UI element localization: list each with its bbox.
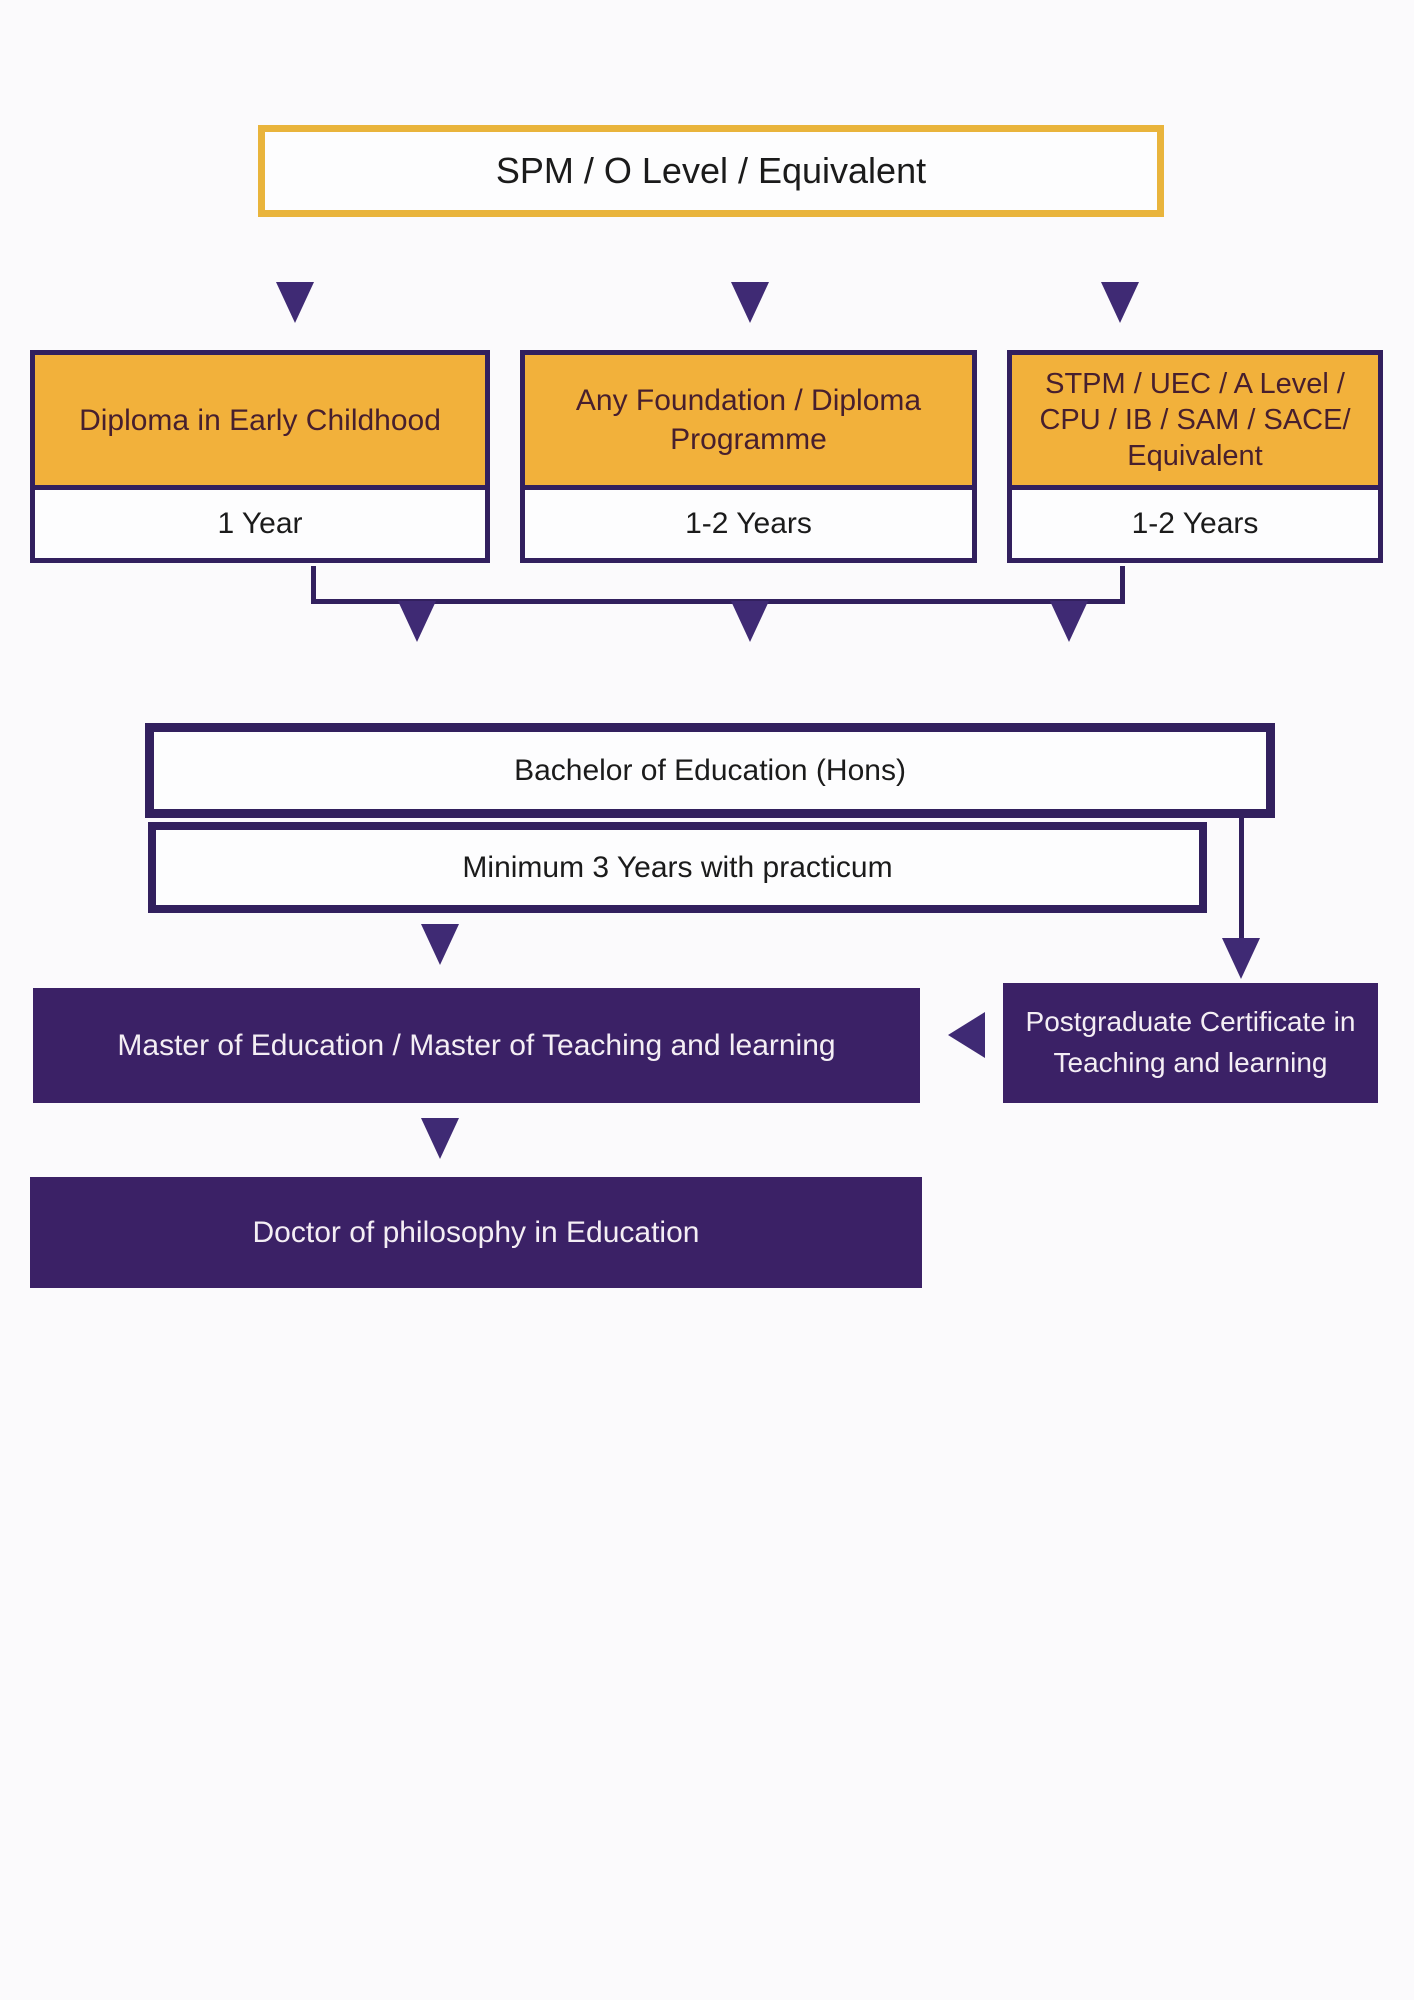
pathway-duration: 1-2 Years: [525, 490, 972, 558]
doctorate-box: [30, 1177, 922, 1288]
left-arrow-icon: [948, 1012, 985, 1058]
pathway-box-stpm-alevel: [1007, 350, 1383, 563]
down-arrow-icon: [398, 601, 436, 642]
master-box: [33, 988, 920, 1103]
bachelor-duration-label: Minimum 3 Years with practicum: [462, 850, 893, 884]
pathway-box-foundation-diploma: [520, 350, 977, 563]
down-arrow-icon: [421, 924, 459, 965]
down-arrow-icon: [276, 282, 314, 323]
down-arrow-icon: [731, 282, 769, 323]
doctorate-label: Doctor of philosophy in Education: [252, 1215, 700, 1249]
pathway-box-diploma-early-childhood: [30, 350, 490, 563]
postgraduate-certificate-box: [1003, 983, 1378, 1103]
pathway-duration: 1-2 Years: [1012, 490, 1378, 558]
entry-qualification-box: [258, 125, 1164, 217]
down-arrow-icon: [1050, 601, 1088, 642]
master-label: Master of Education / Master of Teaching and learning: [117, 1028, 836, 1062]
down-arrow-icon: [731, 601, 769, 642]
down-arrow-icon: [421, 1118, 459, 1159]
postgraduate-label: Postgraduate Certificate in Teaching and learning: [1025, 1006, 1356, 1078]
pathway-label: STPM / UEC / A Level / CPU / IB / SAM / SACE/ Equivalent: [1012, 355, 1378, 490]
connector-line: [1239, 818, 1244, 940]
pathway-label: Any Foundation / Diploma Programme: [525, 355, 972, 490]
pathway-label: Diploma in Early Childhood: [35, 355, 485, 490]
down-arrow-icon: [1222, 938, 1260, 979]
bachelor-box: [145, 723, 1275, 818]
pathway-duration: 1 Year: [35, 490, 485, 558]
entry-qualification-label: SPM / O Level / Equivalent: [495, 150, 927, 191]
down-arrow-icon: [1101, 282, 1139, 323]
bachelor-duration-box: [148, 822, 1207, 913]
bachelor-label: Bachelor of Education (Hons): [514, 753, 906, 787]
